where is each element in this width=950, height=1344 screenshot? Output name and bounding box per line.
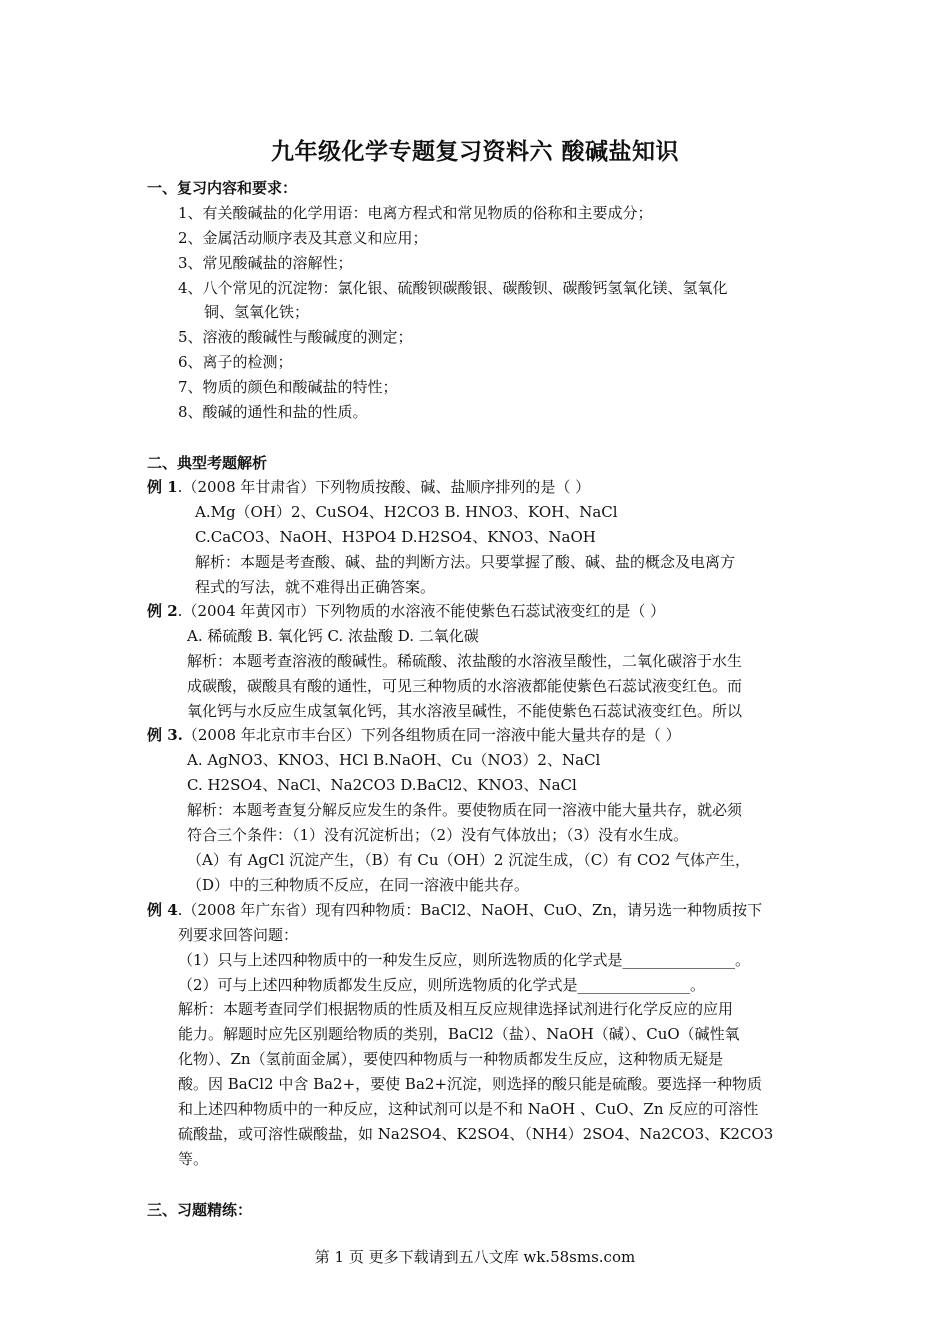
review-item: 6、离子的检测； — [178, 353, 293, 371]
example-2-options: A. 稀硫酸 B. 氧化钙 C. 浓盐酸 D. 二氧化碳 — [187, 627, 479, 645]
review-item: 5、溶液的酸碱性与酸碱度的测定； — [178, 328, 413, 346]
section3-heading: 三、习题精练： — [147, 1201, 253, 1219]
example-4-question-cont: 列要求回答问题： — [178, 926, 299, 944]
example-4-analysis: 和上述四种物质中的一种反应，这种试剂可以是不和 NaOH 、CuO、Zn 反应的可溶性 — [178, 1100, 759, 1118]
example-3-analysis: （D）中的三种物质不反应，在同一溶液中能共存。 — [187, 876, 530, 894]
example-3-question — [147, 725, 681, 745]
section2-heading: 二、典型考题解析 — [147, 454, 268, 472]
example-2-analysis: 解析：本题考查溶液的酸碱性。稀硫酸、浓盐酸的水溶液呈酸性，二氧化碳溶于水生 — [187, 652, 743, 670]
example-1-analysis: 解析：本题是考查酸、碱、盐的判断方法。只要掌握了酸、碱、盐的概念及电离方 — [195, 553, 736, 571]
example-2-question — [147, 601, 665, 621]
example-label: 例 2 — [147, 602, 178, 620]
example-1-question — [147, 477, 590, 497]
example-1-options-cd: C.CaCO3、NaOH、H3PO4 D.H2SO4、KNO3、NaOH — [195, 528, 596, 546]
review-item: 4、八个常见的沉淀物：氯化银、硫酸钡碳酸银、碳酸钡、碳酸钙氢氧化镁、氢氧化 — [178, 279, 728, 297]
review-item: 3、常见酸碱盐的溶解性； — [178, 254, 353, 272]
example-1-analysis: 程式的写法，就不难得出正确答案。 — [195, 578, 436, 596]
page-title: 九年级化学专题复习资料六 酸碱盐知识 — [270, 138, 679, 165]
example-4-analysis: 酸。因 BaCl2 中含 Ba2+，要使 Ba2+沉淀，则选择的酸只能是硫酸。要选择一种物质 — [178, 1075, 763, 1093]
example-4-analysis: 能力。解题时应先区别题给物质的类别，BaCl2（盐）、NaOH（碱）、CuO（碱性氧 — [178, 1025, 740, 1043]
example-4-analysis: 硫酸盐，或可溶性碳酸盐，如 Na2SO4、K2SO4、（NH4）2SO4、Na2CO3、K2CO3 — [178, 1125, 774, 1143]
example-4-analysis: 化物）、Zn（氢前面金属），要使四种物质与一种物质都发生反应，这种物质无疑是 — [178, 1050, 724, 1068]
example-4-analysis: 等。 — [178, 1150, 209, 1168]
example-label: 例 1 — [147, 478, 178, 496]
example-3-analysis: （A）有 AgCl 沉淀产生，（B）有 Cu（OH）2 沉淀生成，（C）有 CO2 气体产生， — [187, 851, 751, 869]
example-4-analysis: 解析：本题考查同学们根据物质的性质及相互反应规律选择试剂进行化学反应的应用 — [178, 1000, 734, 1018]
example-1-options-ab: A.Mg（OH）2、CuSO4、H2CO3 B. HNO3、KOH、NaCl — [195, 503, 618, 521]
section1-heading: 一、复习内容和要求： — [147, 179, 298, 197]
example-4-subquestion-1: （1）只与上述四种物质中的一种发生反应，则所选物质的化学式是_______________。 — [178, 951, 751, 969]
example-3-analysis: 符合三个条件：（1）没有沉淀析出；（2）没有气体放出；（3）没有水生成。 — [187, 826, 689, 844]
page-footer: 第 1 页 更多下载请到五八文库 wk.58sms.com — [314, 1248, 636, 1266]
example-2-analysis: 氧化钙与水反应生成氢氧化钙，其水溶液呈碱性，不能使紫色石蕊试液变红色。所以 — [187, 702, 743, 720]
example-3-options-ab: A. AgNO3、KNO3、HCl B.NaOH、Cu（NO3）2、NaCl — [187, 751, 601, 769]
review-item: 1、有关酸碱盐的化学用语：电离方程式和常见物质的俗称和主要成分； — [178, 204, 653, 222]
example-4-subquestion-2: （2）可与上述四种物质都发生反应，则所选物质的化学式是_______________。 — [178, 976, 706, 994]
question-text: .（2008 年广东省）现有四种物质：BaCl2、NaOH、CuO、Zn，请另选一种物质按下 — [177, 901, 763, 919]
review-item-continued: 铜、氢氧化铁； — [204, 303, 310, 321]
review-item: 8、酸碱的通性和盐的性质。 — [178, 403, 368, 421]
example-3-analysis: 解析：本题考查复分解反应发生的条件。要使物质在同一溶液中能大量共存，就必须 — [187, 801, 743, 819]
question-text: .（2004 年黄冈市）下列物质的水溶液不能使紫色石蕊试液变红的是（ ） — [177, 602, 666, 620]
example-label: 例 3. — [147, 726, 183, 744]
example-4-question — [147, 900, 762, 920]
example-3-options-cd: C. H2SO4、NaCl、Na2CO3 D.BaCl2、KNO3、NaCl — [187, 776, 577, 794]
example-label: 例 4 — [147, 901, 178, 919]
question-text: （2008 年北京市丰台区）下列各组物质在同一溶液中能大量共存的是（ ） — [182, 726, 681, 744]
example-2-analysis: 成碳酸，碳酸具有酸的通性，可见三种物质的水溶液都能使紫色石蕊试液变红色。而 — [187, 677, 743, 695]
question-text: .（2008 年甘肃省）下列物质按酸、碱、盐顺序排列的是（ ） — [177, 478, 591, 496]
review-item: 2、金属活动顺序表及其意义和应用； — [178, 229, 428, 247]
review-item: 7、物质的颜色和酸碱盐的特性； — [178, 378, 398, 396]
